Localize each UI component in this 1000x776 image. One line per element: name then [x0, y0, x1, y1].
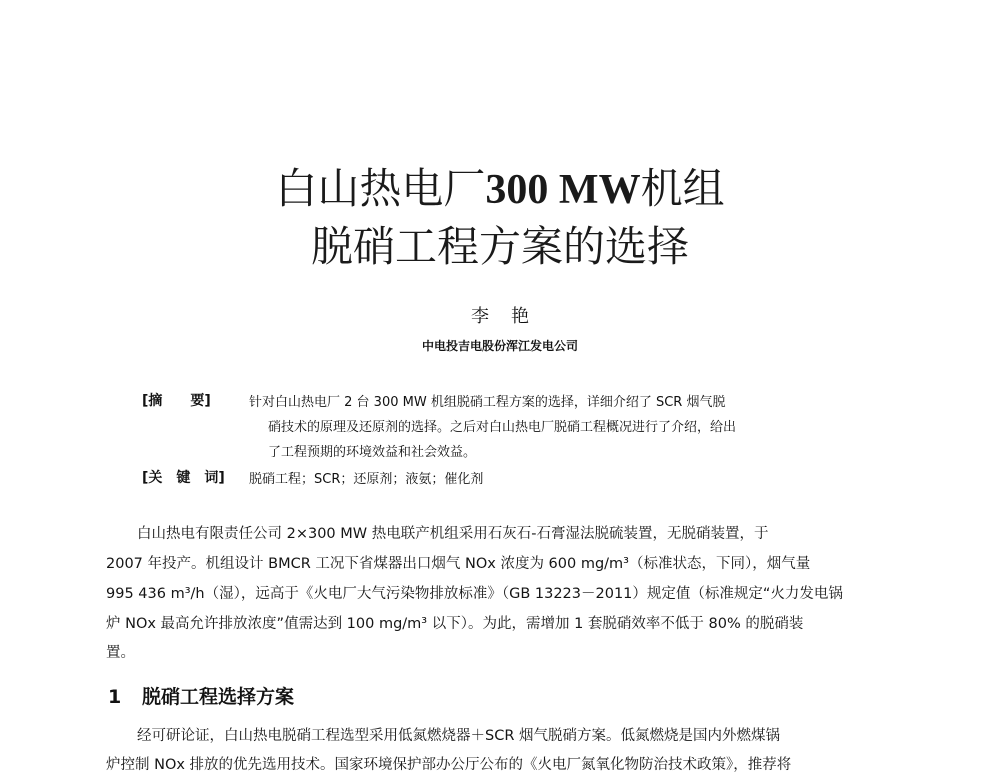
section-number: 1 — [108, 686, 122, 708]
body-paragraph-line: 2007 年投产。机组设计 BMCR 工况下省煤器出口烟气 NOx 浓度为 600 mg/m³（标准状态，下同），烟气量 — [106, 556, 811, 572]
paper-title-line-2: 脱硝工程方案的选择 — [310, 222, 689, 271]
author-name: 李艳 — [471, 306, 551, 327]
section-title: 脱硝工程选择方案 — [142, 686, 295, 708]
abstract-line: 针对白山热电厂 2 台 300 MW 机组脱硝工程方案的选择，详细介绍了 SCR 烟气脱 — [249, 395, 726, 410]
keywords-label: [关 键 词] — [142, 470, 225, 486]
body-paragraph-line: 经可研论证，白山热电脱硝工程选型采用低氮燃烧器＋SCR 烟气脱硝方案。低氮燃烧是国内外燃煤锅 — [137, 728, 781, 744]
author-affiliation: 中电投吉电股份浑江发电公司 — [421, 339, 578, 353]
abstract-line: 硝技术的原理及还原剂的选择。之后对白山热电厂脱硝工程概况进行了介绍，给出 — [268, 420, 737, 435]
abstract-label: [摘 要] — [142, 393, 211, 409]
keywords-text: 脱硝工程；SCR；还原剂；液氨；催化剂 — [249, 472, 484, 487]
title-capacity: 300 MW — [485, 167, 641, 213]
title-suffix: 机组 — [640, 164, 725, 213]
paper-title-line-1 — [0, 156, 1000, 216]
title-prefix: 白山热电厂 — [275, 164, 486, 213]
body-paragraph-line: 置。 — [106, 645, 135, 661]
body-paragraph-line: 白山热电有限责任公司 2×300 MW 热电联产机组采用石灰石-石膏湿法脱硫装置，无脱硝装置，于 — [137, 526, 769, 542]
section-heading — [108, 682, 294, 709]
body-paragraph-line: 995 436 m³/h（湿），远高于《火电厂大气污染物排放标准》（GB 13223－2011）规定值（标准规定“火力发电锅 — [106, 586, 843, 602]
abstract-line: 了工程预期的环境效益和社会效益。 — [268, 445, 477, 460]
body-paragraph-line: 炉控制 NOx 排放的优先选用技术。国家环境保护部办公厅公布的《火电厂氮氧化物防治技术政策》，推荐将 — [106, 757, 792, 773]
body-paragraph-line: 炉 NOx 最高允许排放浓度”值需达到 100 mg/m³ 以下）。为此，需增加 1 套脱硝效率不低于 80% 的脱硝装 — [106, 616, 804, 632]
